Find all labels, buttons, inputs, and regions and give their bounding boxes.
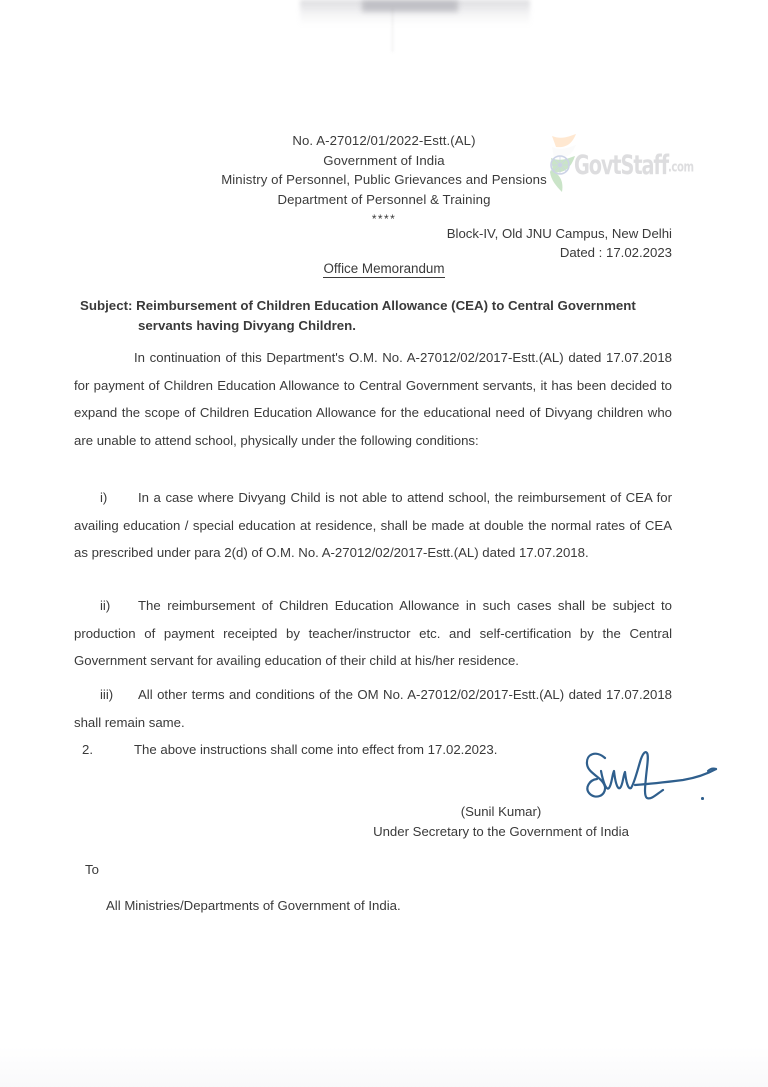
scan-artifact-top-dark: [362, 0, 458, 12]
document-title: Office Memorandum: [323, 261, 445, 276]
watermark-text: GovtStaff.com: [574, 150, 694, 180]
scan-artifact-streak: [392, 8, 393, 52]
clause-iii-text: All other terms and conditions of the OM No. A-27012/02/2017-Estt.(AL) dated 17.07.2018 shall remain same.: [74, 687, 672, 730]
paragraph-1-text: In continuation of this Department's O.M. No. A-27012/02/2017-Estt.(AL) dated 17.07.2018 for payment of Children Education Allowance to Central Government servants, it has been decided to expand the scope of Children Education Allowance for the educational need of Divyang children who are unable to attend school, physically under the following conditions:: [74, 350, 672, 448]
paragraph-2: [74, 736, 672, 764]
office-address: Block-IV, Old JNU Campus, New Delhi: [446, 226, 672, 241]
signatory-block: [330, 802, 672, 842]
government-name: Government of India: [323, 152, 445, 168]
signature-ink-dot: [701, 797, 704, 800]
paragraph-2-text: The above instructions shall come into effect from 17.02.2023.: [134, 742, 498, 757]
clause-i-number: i): [100, 490, 108, 505]
scan-artifact-top: [300, 0, 530, 26]
paragraph-2-number: 2.: [82, 742, 93, 757]
letterhead: [0, 131, 768, 230]
recipient-entry: All Ministries/Departments of Government of India.: [106, 898, 401, 913]
signatory-name: (Sunil Kumar): [460, 804, 542, 819]
subject-line: [80, 296, 672, 336]
ministry-name: Ministry of Personnel, Public Grievances and Pensions: [221, 172, 547, 187]
subject-text-line2: servants having Divyang Children.: [138, 318, 356, 333]
clause-i-text: In a case where Divyang Child is not able to attend school, the reimbursement of CEA for availing education / special education at residence, shall be made at double the normal rates of CEA as prescribed under para 2(d) of O.M. No. A-27012/02/2017-Estt.(AL) dated 17.07.2018.: [74, 490, 672, 560]
clause-i: [74, 484, 672, 567]
subject-text-line1: Reimbursement of Children Education Allowance (CEA) to Central Government: [136, 298, 636, 313]
clause-iii-number: iii): [100, 687, 114, 702]
clause-ii: [74, 592, 672, 675]
signatory-designation: Under Secretary to the Government of India: [373, 824, 629, 839]
department-name: Department of Personnel & Training: [277, 191, 491, 207]
issue-date: Dated : 17.02.2023: [559, 245, 672, 260]
header-separator: ****: [371, 212, 397, 226]
paragraph-1: [74, 344, 672, 454]
scan-artifact-bottom: [0, 1047, 768, 1087]
to-label: To: [85, 862, 99, 877]
clause-iii: [74, 681, 672, 736]
address-date-block: [447, 224, 672, 262]
subject-label: Subject:: [80, 298, 133, 313]
clause-ii-number: ii): [100, 598, 111, 613]
reference-number: No. A-27012/01/2022-Estt.(AL): [292, 133, 476, 148]
clause-ii-text: The reimbursement of Children Education Allowance in such cases shall be subject to production of payment receipted by teacher/instructor etc. and self-certification by the Central Government servant for availing education of their child at his/her residence.: [74, 598, 672, 668]
